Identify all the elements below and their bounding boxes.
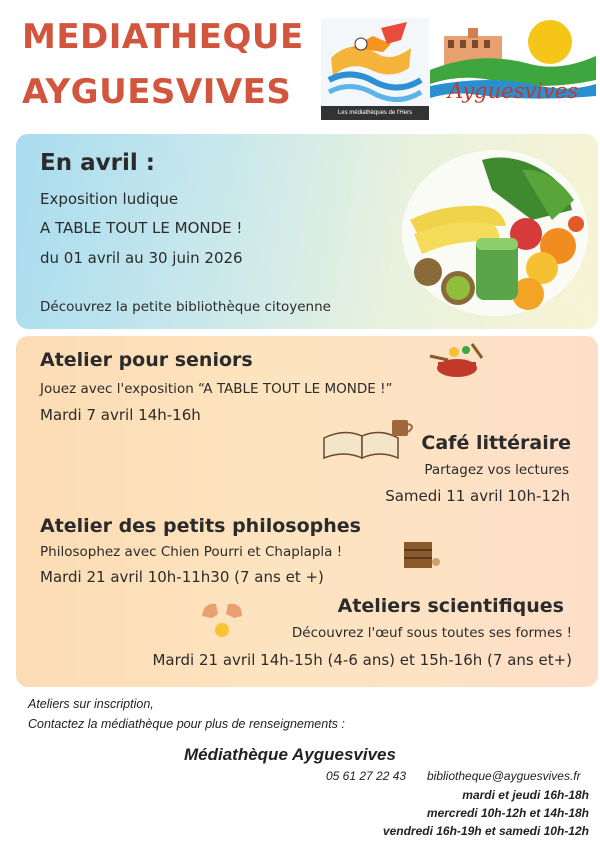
fruits-vegetables-image	[402, 150, 588, 316]
event-seniors-when: Mardi 7 avril 14h-16h	[40, 406, 201, 424]
hers-logo-caption: Les médiathèques de l'Hers	[321, 106, 429, 120]
event-science-desc: Découvrez l'œuf sous toutes ses formes !	[291, 625, 572, 641]
event-cafe-title: Café littéraire	[421, 432, 571, 454]
april-line2: A TABLE TOUT LE MONDE !	[40, 219, 243, 237]
ayguesvives-logo-graphic	[430, 14, 596, 120]
cooking-icon	[424, 340, 490, 382]
event-philo-title: Atelier des petits philosophes	[40, 515, 361, 537]
hers-logo-graphic	[321, 18, 429, 106]
hers-logo	[321, 18, 429, 120]
event-science-title: Ateliers scientifiques	[337, 595, 564, 617]
footer-hours-1: mardi et jeudi 16h-18h	[462, 788, 589, 802]
book-coffee-icon	[318, 414, 418, 462]
basket-icon	[398, 528, 442, 572]
footer-name: Médiathèque Ayguesvives	[184, 745, 396, 764]
april-dates: du 01 avril au 30 juin 2026	[40, 249, 243, 267]
event-philo-desc: Philosophez avec Chien Pourri et Chaplapla !	[40, 544, 343, 560]
footer-email[interactable]: bibliotheque@ayguesvives.fr	[427, 769, 581, 783]
april-discover: Découvrez la petite bibliothèque citoyenne	[40, 299, 331, 315]
egg-icon	[198, 600, 246, 642]
april-line1: Exposition ludique	[40, 190, 179, 208]
svg-text:♪: ♪	[391, 24, 396, 35]
april-heading: En avril :	[40, 150, 155, 176]
event-seniors-title: Atelier pour seniors	[40, 349, 253, 371]
footer-hours-3: vendredi 16h-19h et samedi 10h-12h	[382, 824, 589, 838]
event-cafe-when: Samedi 11 avril 10h-12h	[385, 487, 570, 505]
fruits-graphic	[402, 150, 588, 316]
footer-inscription: Ateliers sur inscription,	[28, 697, 154, 711]
ayguesvives-logo	[430, 14, 596, 120]
event-cafe-desc: Partagez vos lectures	[424, 462, 569, 478]
title-line-1: MEDIATHEQUE	[22, 17, 304, 57]
event-philo-when: Mardi 21 avril 10h-11h30 (7 ans et +)	[40, 568, 324, 586]
ayguesvives-logo-text: Ayguesvives	[448, 79, 578, 103]
title-line-2: AYGUESVIVES	[22, 72, 292, 112]
footer-phone[interactable]: 05 61 27 22 43	[326, 769, 407, 783]
event-seniors-desc: Jouez avec l'exposition “A TABLE TOUT LE MONDE !”	[40, 381, 393, 397]
footer-contact: Contactez la médiathèque pour plus de renseignements :	[28, 717, 345, 731]
event-science-when: Mardi 21 avril 14h-15h (4-6 ans) et 15h-16h (7 ans et+)	[152, 651, 572, 669]
footer-hours-2: mercredi 10h-12h et 14h-18h	[426, 806, 589, 820]
